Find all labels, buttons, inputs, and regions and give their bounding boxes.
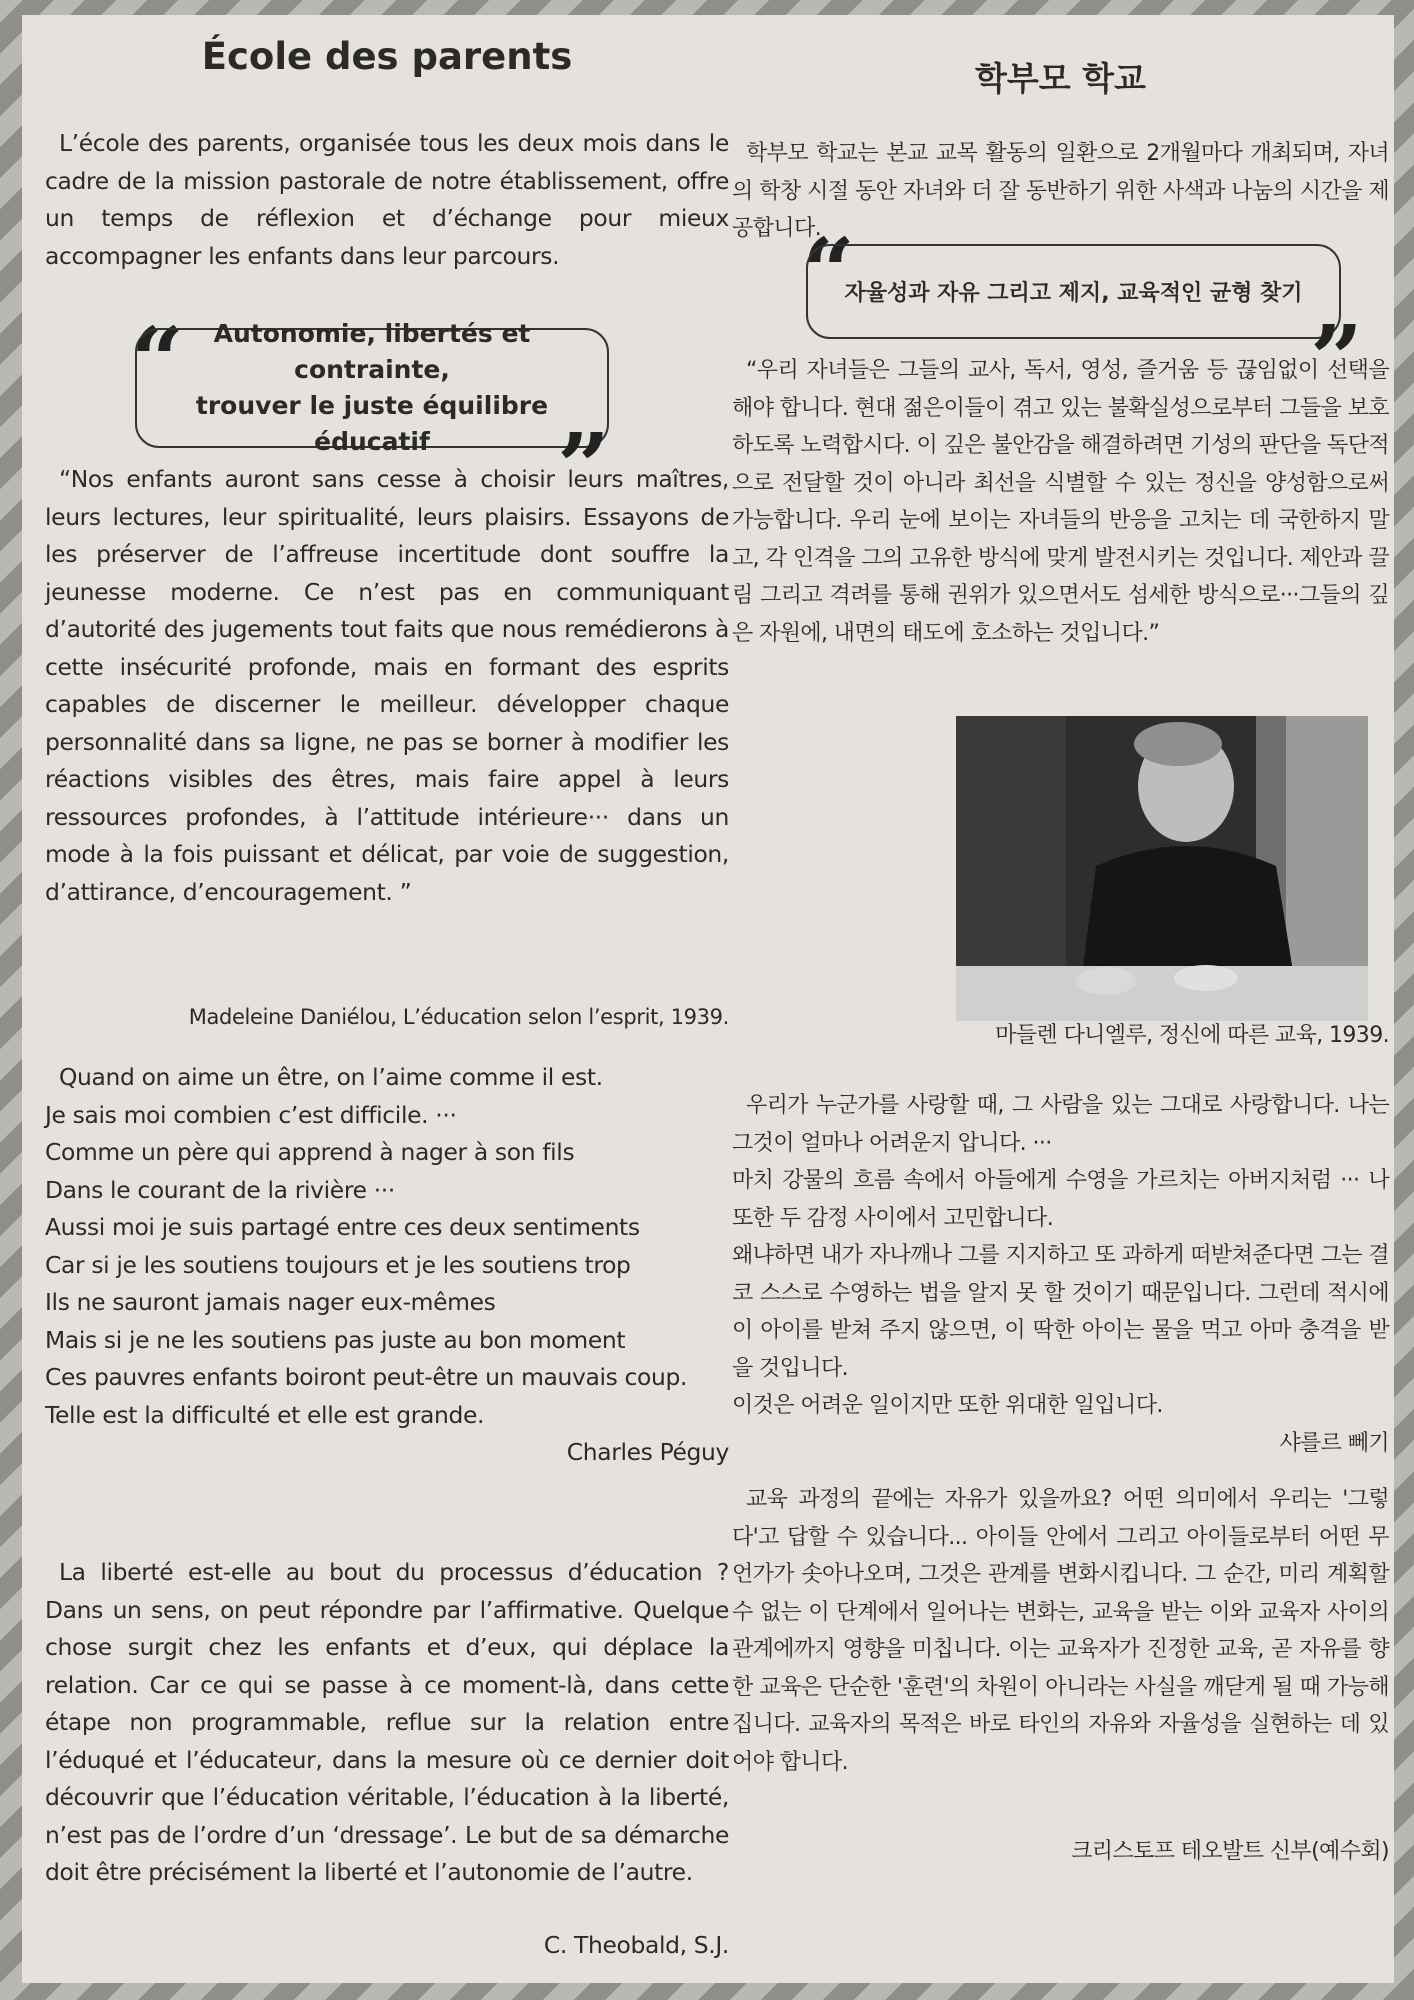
poem-line: Mais si je ne les soutiens pas juste au bon moment: [45, 1325, 626, 1354]
poem-line: 우리가 누군가를 사랑할 때, 그 사람을 있는 그대로 사랑합니다. 나는 그것이 얼마나 어려운지 압니다. ···: [732, 1093, 1389, 1156]
french-title: École des parents: [201, 35, 573, 78]
korean-final-author: 크리스토프 테오발트 신부(예수회): [1071, 1839, 1389, 1864]
poem-line: Quand on aime un être, on l’aime comme il est.: [59, 1063, 603, 1091]
french-final-author: C. Theobald, S.J.: [543, 1931, 729, 1959]
french-intro: L’école des parents, organisée tous les deux mois dans le cadre de la mission pastorale de notre établissement, offre un temps de réflexion et d’échange pour mieux accompagner les enfants dans leur parcours.: [45, 129, 729, 270]
poem-line: Je sais moi combien c’est difficile. ···: [45, 1100, 457, 1129]
korean-citation: “우리 자녀들은 그들의 교사, 독서, 영성, 즐거움 등 끊임없이 선택을 해야 합니다. 현대 젊은이들이 겪고 있는 불확실성으로부터 그들을 보호하도록 노력합시다. 이 깊은 불안감을 해결하려면 기성의 판단을 독단적으로 전달할 것이 아니라 최선을 식별할 수 있는 정신을 양성함으로써 가능합니다. 우리 눈에 보이는 자녀들의 반응을 고치는 데 국한하지 말고, 각 인격을 그의 고유한 방식에 맞게 발전시키는 것입니다. 제안과 끌림 그리고 격려를 통해 권위가 있으면서도 섬세한 방식으로···그들의 깊은 자원에, 내면의 태도에 호소하는 것입니다.”: [732, 358, 1389, 646]
french-quote-line2: trouver le juste équilibre éducatif: [195, 391, 549, 456]
korean-poem-author: 샤를르 뻬기: [1279, 1430, 1389, 1456]
korean-intro: 학부모 학교는 본교 교목 활동의 일환으로 2개월마다 개최되며, 자녀의 학창 시절 동안 자녀와 더 잘 동반하기 위한 사색과 나눔의 시간을 제공합니다.: [732, 141, 1389, 241]
open-quote-icon: “: [131, 307, 184, 415]
poem-line: Car si je les soutiens toujours et je les soutiens trop: [45, 1250, 631, 1279]
portrait-photo-icon: [956, 716, 1368, 1021]
french-poem-author: Charles Péguy: [566, 1438, 729, 1466]
french-poem: [45, 1059, 729, 1472]
french-final: La liberté est-elle au bout du processus d’éducation ? Dans un sens, on peut répondre par l’affirmative. Quelque chose surgit chez les enfants et d’eux, qui déplace la relation. Car ce qui se passe à ce moment-là, dans cette étape non programmable, reflue sur la relation entre l’éduqué et l’éducateur, dans la mesure où ce dernier doit découvrir que l’éducation véritable, l’éducation à la liberté, n’est pas de l’ordre d’un ‘dressage’. Le but de sa démarche doit être précisément la liberté et l’autonomie de l’autre.: [45, 1558, 729, 1886]
french-citation: “Nos enfants auront sans cesse à choisir leurs maîtres, leurs lectures, leur spiritualité, leurs plaisirs. Essayons de les préserver de l’affreuse incertitude dont souffre la jeunesse moderne. Ce n’est pas en communiquant d’autorité des jugements tout faits que nous remédierons à cette insécurité profonde, mais en formant des esprits capables de discerner le meilleur. développer chaque personnalité dans sa ligne, ne pas se borner à modifier les réactions visibles des êtres, mais faire appel à leurs ressources profondes, à l’attitude intérieure··· dans un mode à la fois puissant et délicat, par voie de suggestion, d’attirance, d’encouragement. ”: [45, 465, 729, 906]
poem-line: Ils ne sauront jamais nager eux-mêmes: [45, 1288, 496, 1316]
korean-quote: 자율성과 자유 그리고 제지, 교육적인 균형 찾기: [844, 281, 1303, 306]
newsletter-page: [22, 15, 1394, 1983]
poem-line: Aussi moi je suis partagé entre ces deux sentiments: [45, 1213, 640, 1241]
close-quote-icon: ”: [1310, 305, 1363, 413]
poem-line: Ces pauvres enfants boiront peut-être un mauvais coup.: [45, 1363, 688, 1391]
korean-poem: [732, 1087, 1389, 1462]
poem-line: 왜냐하면 내가 자나깨나 그를 지지하고 또 과하게 떠받쳐준다면 그는 결코 스스로 수영하는 법을 알지 못 할 것이기 때문입니다. 그런데 적시에 이 아이를 받쳐 주지 않으면, 이 딱한 아이는 물을 먹고 아마 충격을 받을 것입니다.: [732, 1243, 1389, 1381]
korean-source: 마들렌 다니엘루, 정신에 따른 교육, 1939.: [995, 1023, 1389, 1048]
korean-final: 교육 과정의 끝에는 자유가 있을까요? 어떤 의미에서 우리는 '그렇다'고 답할 수 있습니다... 아이들 안에서 그리고 아이들로부터 어떤 무언가가 솟아나오며, 그것은 관계를 변화시킵니다. 그 순간, 미리 계획할 수 없는 이 단계에서 일어나는 변화는, 교육을 받는 이와 교육자 사이의 관계에까지 영향을 미칩니다. 이는 교육자가 진정한 교육, 곧 자유를 향한 교육은 단순한 '훈련'의 차원이 아니라는 사실을 깨닫게 될 때 가능해집니다. 교육자의 목적은 바로 타인의 자유와 자율성을 실현하는 데 있어야 합니다.: [732, 1487, 1389, 1775]
french-quote-line1: Autonomie, libertés et contrainte,: [213, 319, 531, 384]
open-quote-icon: “: [802, 218, 855, 326]
poem-line: 이것은 어려운 일이지만 또한 위대한 일입니다.: [732, 1393, 1163, 1418]
korean-title: 학부모 학교: [975, 59, 1146, 98]
portrait-photo-icon: [956, 716, 1368, 1021]
poem-line: Comme un père qui apprend à nager à son fils: [45, 1138, 575, 1166]
french-source: Madeleine Daniélou, L’éducation selon l’esprit, 1939.: [188, 1005, 729, 1029]
poem-line: Dans le courant de la rivière ···: [45, 1175, 395, 1204]
french-column: [45, 15, 729, 1983]
close-quote-icon: ”: [557, 413, 610, 521]
poem-line: Telle est la difficulté et elle est grande.: [45, 1400, 485, 1429]
poem-line: 마치 강물의 흐름 속에서 아들에게 수영을 가르치는 아버지처럼 ··· 나 또한 두 감정 사이에서 고민합니다.: [732, 1168, 1389, 1231]
